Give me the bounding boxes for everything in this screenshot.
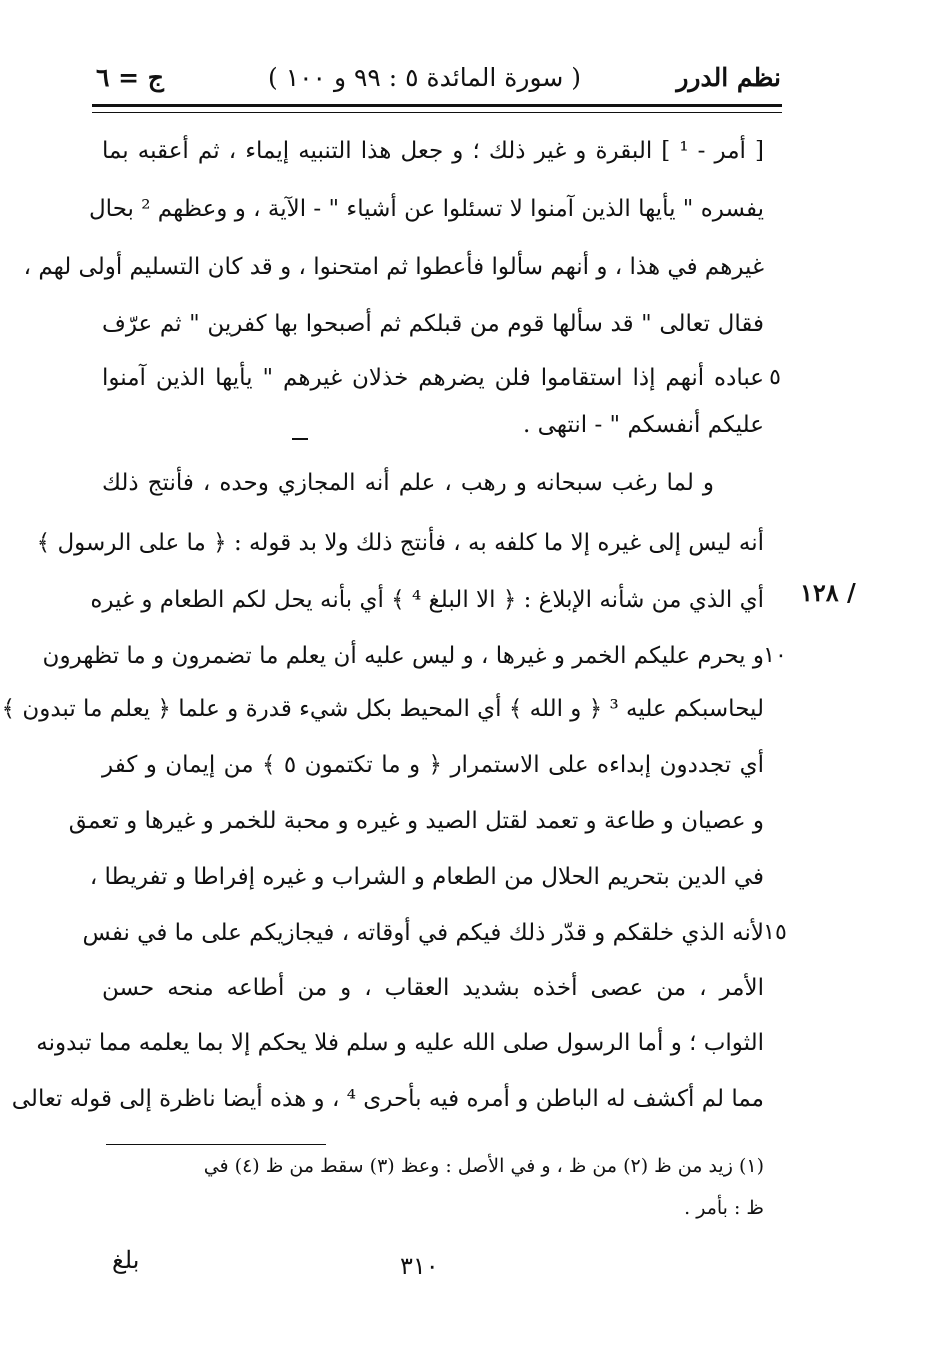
running-head-volume: ج = ٦ xyxy=(96,63,164,92)
manuscript-folio-reference: ١٢٨ / xyxy=(800,578,856,607)
footnote-line: ظ : بأمر . xyxy=(684,1197,764,1219)
text-line: و لما رغب سبحانه و رهب ، علم أنه المجازي وحده ، فأنتج ذلك xyxy=(102,470,714,496)
text-line: في الدين بتحريم الحلال من الطعام و الشراب و غيره إفراطا و تفريطا ، xyxy=(89,864,764,890)
text-line: الثواب ؛ و أما الرسول صلى الله عليه و سلم فلا يحكم إلا بما يعلمه مما تبدونه xyxy=(36,1030,764,1056)
running-head-surah-reference: ( سورة المائدة ٥ : ٩٩ و ١٠٠ ) xyxy=(268,63,582,92)
page-number: ٣١٠ xyxy=(400,1252,439,1280)
text-line: أي تجددون إبداءه على الاستمرار ﴿ و ما تكتمون ٥ ﴾ من إيمان و كفر xyxy=(102,752,764,778)
footnote-rule xyxy=(106,1144,326,1145)
text-line: فقال تعالى " قد سألها قوم من قبلكم ثم أصبحوا بها كفرين " ثم عرّف xyxy=(102,311,764,337)
catchword: بلغ xyxy=(112,1246,140,1274)
running-head-book-title: نظم الدرر xyxy=(676,63,781,92)
text-line: أنه ليس إلى غيره إلا ما كلفه به ، فأنتج ذلك ولا بد قوله : ﴿ ما على الرسول ﴾ xyxy=(36,530,764,556)
text-line: الأمر ، من عصى أخذه بشديد العقاب ، و من أطاعه منحه حسن xyxy=(102,975,764,1001)
line-number: ٥ xyxy=(769,365,781,390)
text-line: [ أمر - ¹ ] البقرة و غير ذلك ؛ و جعل هذا التنبيه إيماء ، ثم أعقبه بما xyxy=(102,138,764,164)
footnote-line: (١) زيد من ظ (٢) من ظ ، و في الأصل : وعظ (٣) سقط من ظ (٤) في xyxy=(203,1155,764,1177)
header-rule-thick xyxy=(92,104,782,107)
text-line: أي الذي من شأنه الإبلاغ : ﴿ الا البلغ ⁴ ﴾ أي بأنه يحل لكم الطعام و غيره xyxy=(90,587,764,613)
line-number: ١٠ xyxy=(763,643,787,668)
text-line: لأنه الذي خلقكم و قدّر ذلك فيكم في أوقاته ، فيجازيكم على ما في نفس xyxy=(82,920,764,946)
text-line: غيرهم في هذا ، و أنهم سألوا فأعطوا ثم امتحنوا ، و قد كان التسليم أولى لهم ، xyxy=(23,254,764,280)
text-line: و عصيان و طاعة و تعمد لقتل الصيد و غيره و محبة للخمر و غيرها و تعمق xyxy=(68,808,764,834)
text-line: عليكم أنفسكم " - انتهى . xyxy=(523,412,764,438)
text-line: يفسره " يأيها الذين آمنوا لا تسئلوا عن أشياء " - الآية ، و وعظهم ² بحال xyxy=(88,196,764,222)
text-line: و يحرم عليكم الخمر و غيرها ، و ليس عليه أن يعلم ما تضمرون و ما تظهرون xyxy=(42,643,764,669)
text-line: ليحاسبكم عليه ³ ﴿ و الله ﴾ أي المحيط بكل شيء قدرة و علما ﴿ يعلم ما تبدون ﴾ xyxy=(1,696,764,722)
section-divider-mark xyxy=(292,438,308,440)
header-rule-thin xyxy=(92,112,782,113)
text-line: عباده أنهم إذا استقاموا فلن يضرهم خذلان غيرهم " يأيها الذين آمنوا xyxy=(102,365,764,391)
text-line: مما لم أكشف له الباطن و أمره فيه بأحرى ⁴ ، و هذه أيضا ناظرة إلى قوله تعالى xyxy=(11,1086,764,1112)
line-number: ١٥ xyxy=(763,920,787,945)
